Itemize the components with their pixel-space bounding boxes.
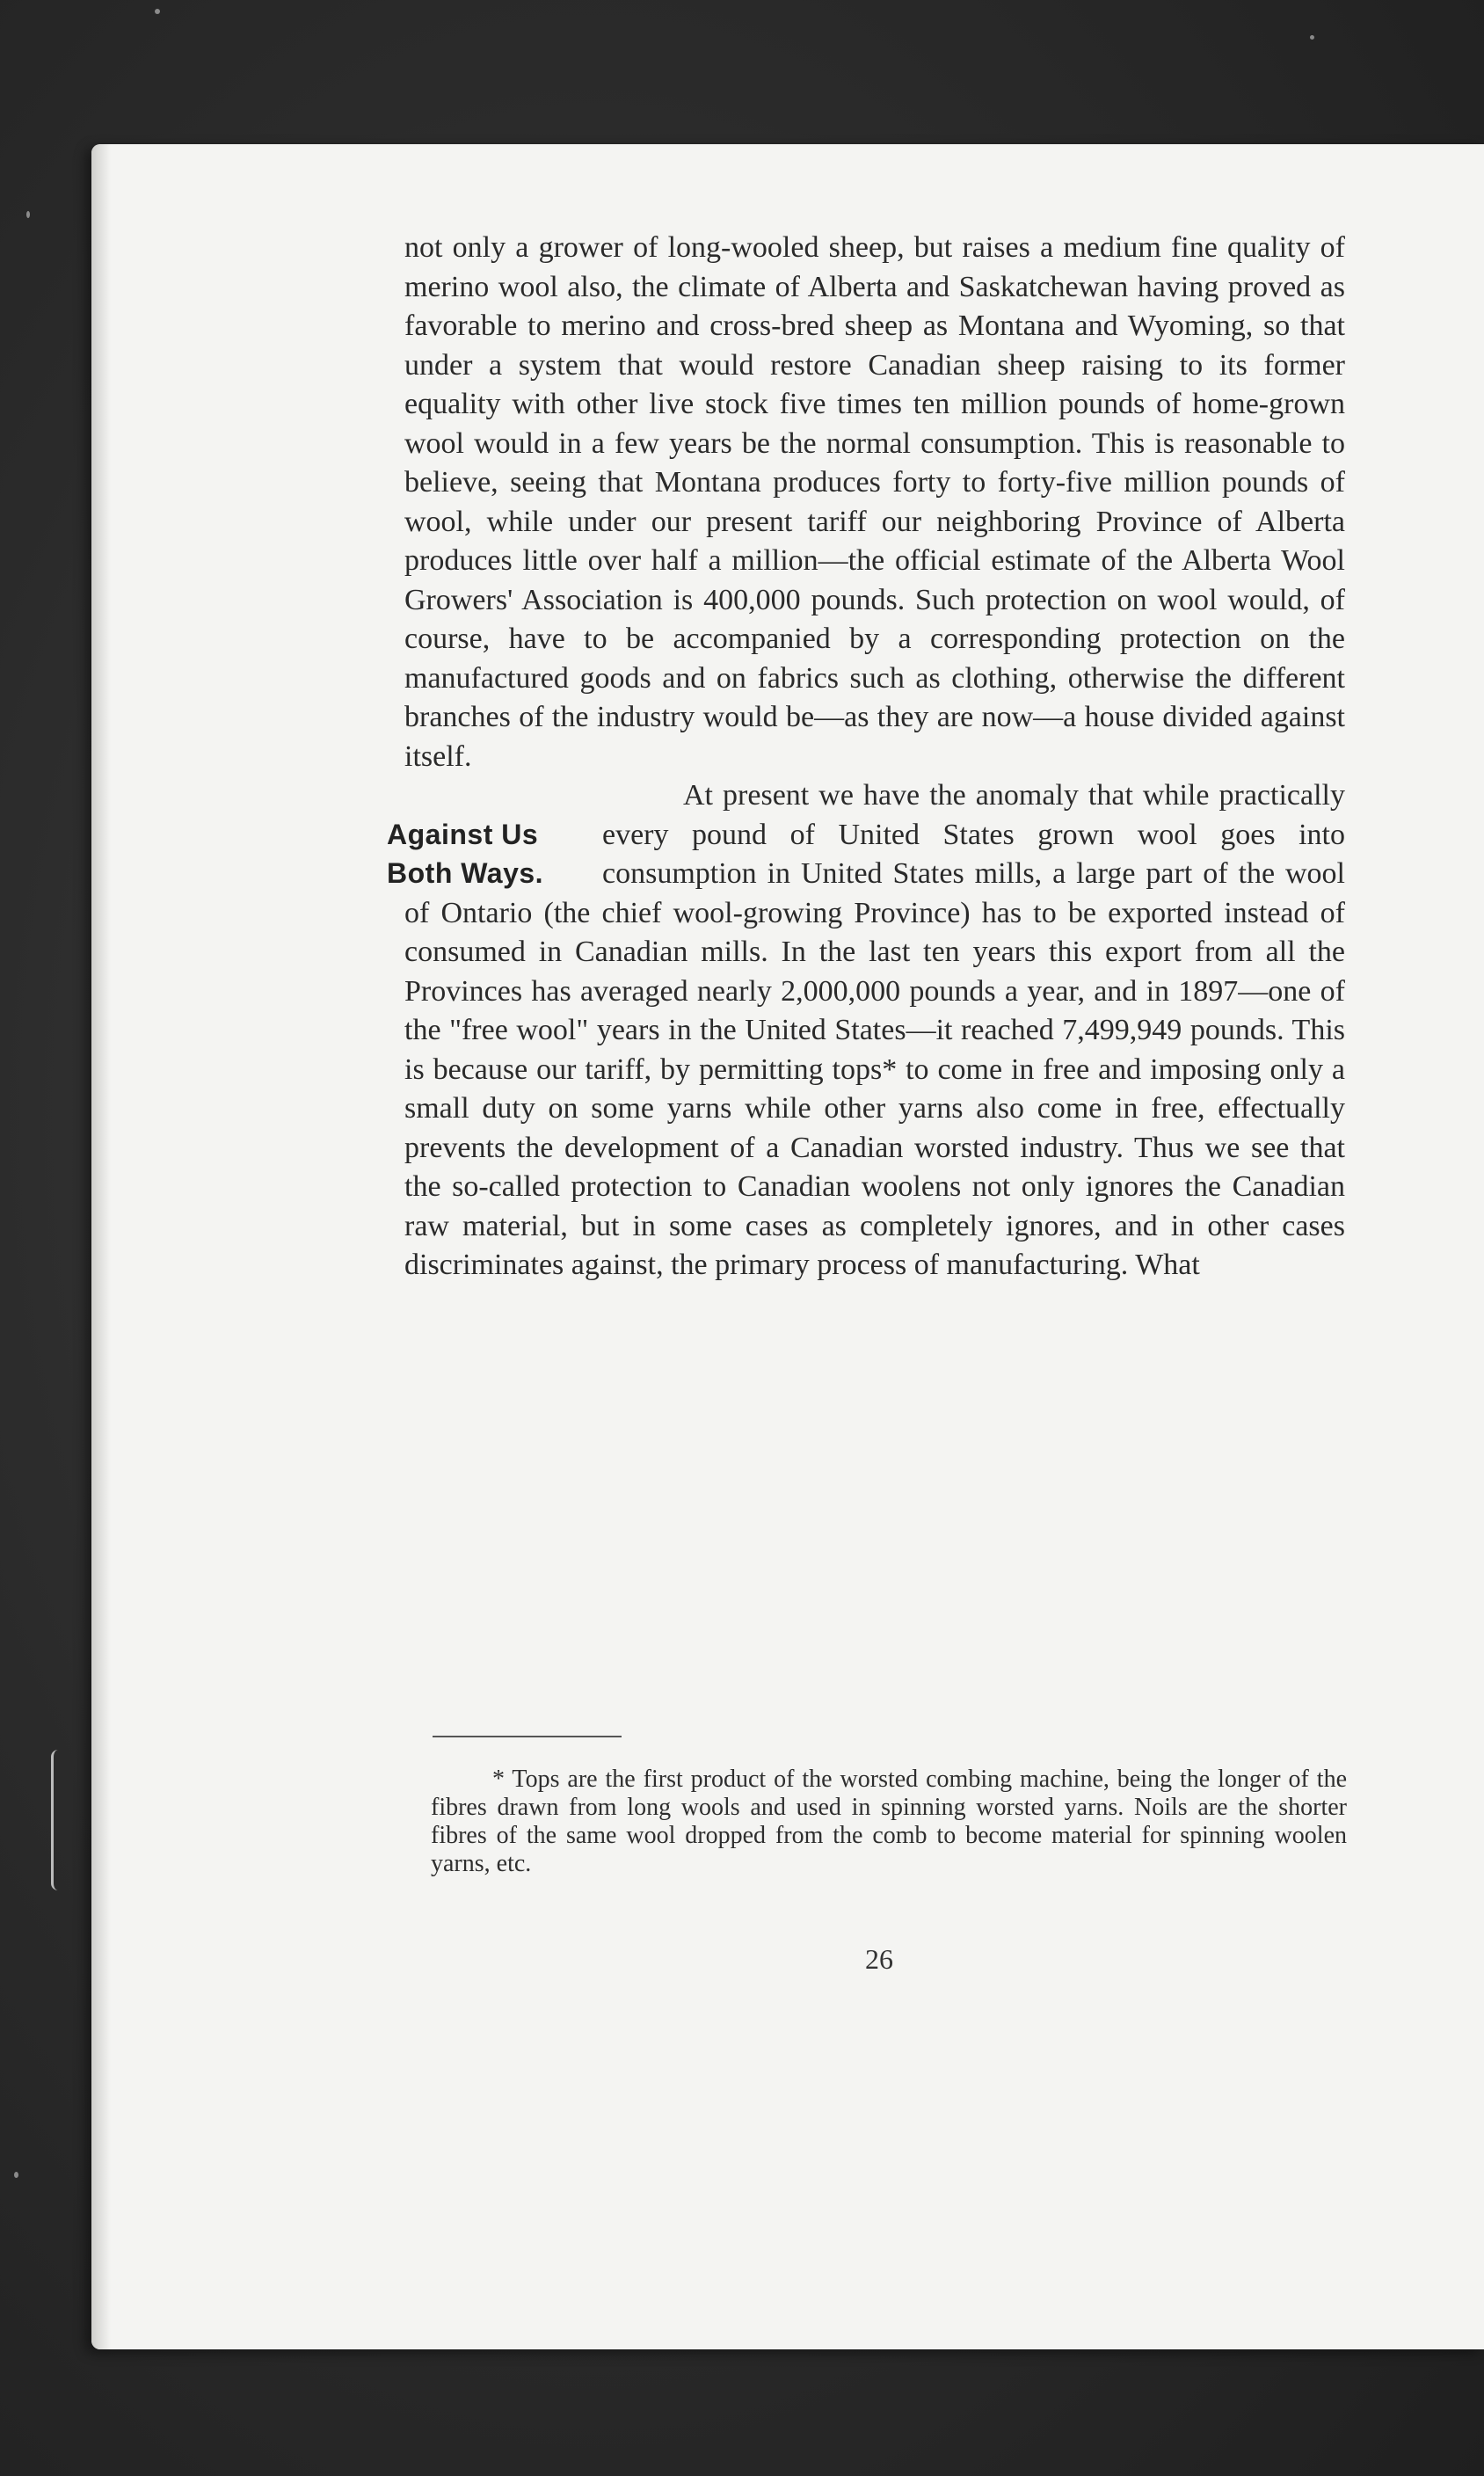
dust-speck [26, 211, 30, 218]
dust-speck [155, 9, 160, 14]
marginal-heading-line-2: Both Ways. [387, 857, 544, 889]
body-text [387, 229, 1345, 1285]
page-number: 26 [865, 1943, 893, 1975]
paragraph-1: not only a grower of long-wooled sheep, but raises a medium fine quality of merino wool also, the climate of Alberta and Saskatchewan having proved as favorable to merino and cross-bred sheep as Montana and Wyoming, so that under a system that would restore Canadian sheep raising to its former equality with other live stock five times ten million pounds of home-grown wool would in a few years be the normal consumption. This is reasonable to believe, seeing that Montana produces forty to forty-five million pounds of wool, while under our present tariff our neighboring Province of Alberta produces little over half a million—the official estimate of the Alberta Wool Growers' Association is 400,000 pounds. Such protection on wool would, of course, have to be accompanied by a corresponding protection on the manufactured goods and on fabrics such as clothing, otherwise the different branches of the industry would be—as they are now—a house divided against itself. [404, 231, 1345, 773]
page-edge-shadow [91, 144, 111, 2349]
marginal-heading [387, 815, 602, 892]
marginal-heading-line-1: Against Us [387, 819, 539, 850]
paragraph-2: At present we have the anomaly that while practically every pound of United States grown wool goes into consumption in United States mills, a large part of the wool of Ontario (the chief wool-growing Province) has to be exported instead of consumed in Canadian mills. In the last ten years this export from all the Provinces has averaged nearly 2,000,000 pounds a year, and in 1897—one of the "free wool" years in the United States—it reached 7,499,949 pounds. This is because our tariff, by permitting tops* to come in free and imposing only a small duty on some yarns while other yarns also come in free, effectually prevents the development of a Canadian worsted industry. Thus we see that the so-called protection to Canadian woolens not only ignores the Canadian raw material, but in some cases as completely ignores, and in other cases discriminates against, the primary process of manufacturing. What [404, 779, 1345, 1281]
dust-speck [14, 2172, 18, 2178]
footnote: * Tops are the first product of the worsted combing machine, being the longer of the fibres drawn from long wools and used in spinning worsted yarns. Noils are the shorter fibres of the same wool dropped from the comb to become material for spinning woolen yarns, etc. [431, 1766, 1347, 1877]
footnote-rule [433, 1736, 622, 1737]
paragraph-2-wrap [387, 776, 1345, 1285]
dust-speck [1310, 35, 1314, 40]
page-clip-mark [51, 1750, 66, 1890]
